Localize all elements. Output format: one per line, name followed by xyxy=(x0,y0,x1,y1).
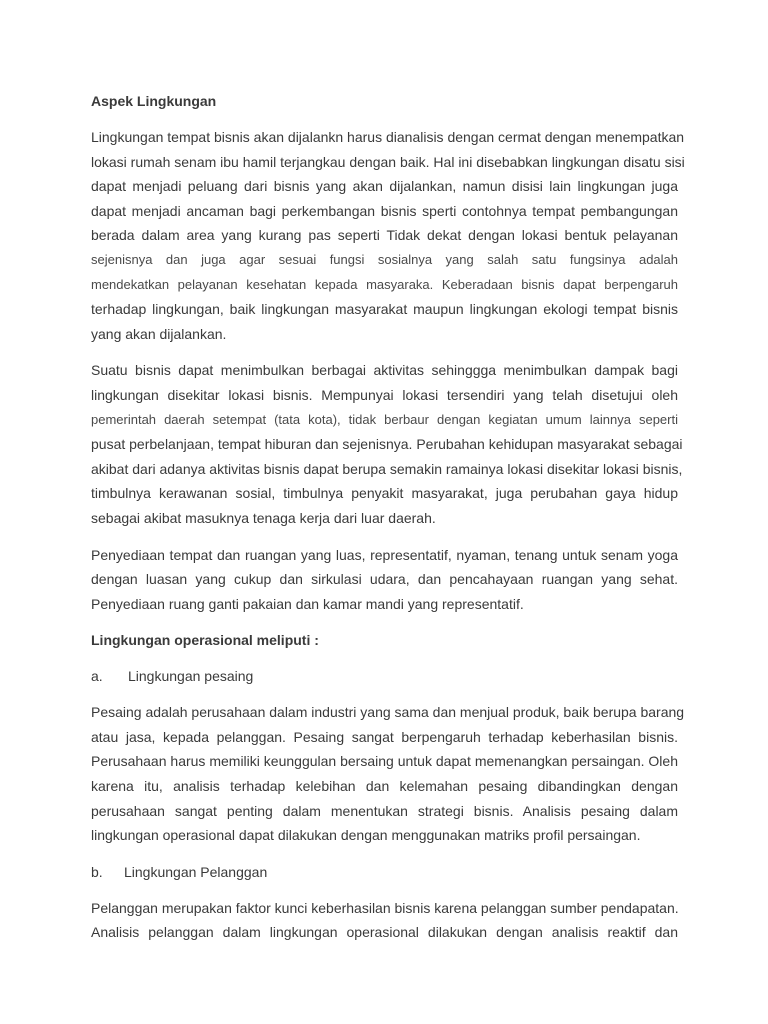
text-line: pemerintah daerah setempat (tata kota), tidak berbaur dengan kegiatan umum lainnya seperti xyxy=(91,411,678,427)
text-line: pusat perbelanjaan, tempat hiburan dan sejenisnya. Perubahan kehidupan masyarakat sebagai xyxy=(91,436,683,453)
text-line: Analisis pelanggan dalam lingkungan operasional dilakukan dengan analisis reaktif dan xyxy=(91,924,678,941)
text-line: lingkungan operasional dapat dilakukan dengan menggunakan matriks profil persaingan. xyxy=(91,827,641,844)
paragraph-environment xyxy=(91,125,685,346)
list-marker: a. xyxy=(91,668,103,685)
list-item-title: Lingkungan Pelanggan xyxy=(124,863,268,880)
text-line: mendekatkan pelayanan kesehatan kepada masyaraka. Keberadaan bisnis dapat berpengaruh xyxy=(91,276,678,292)
text-line: terhadap lingkungan, baik lingkungan masyarakat maupun lingkungan ekologi tempat bisnis xyxy=(91,301,678,318)
list-marker: b. xyxy=(91,863,103,880)
text-line: Lingkungan tempat bisnis akan dijalankn harus dianalisis dengan cermat dengan menempatkan xyxy=(91,129,685,145)
text-line: lokasi rumah senam ibu hamil terjangkau dengan baik. Hal ini disebabkan lingkungan disatu sisi xyxy=(91,153,685,170)
list-item-title: Lingkungan pesaing xyxy=(128,668,254,685)
text-line: sejenisnya dan juga agar sesuai fungsi sosialnya yang salah satu fungsinya adalah xyxy=(91,251,678,267)
section-heading: Lingkungan operasional meliputi : xyxy=(91,632,319,649)
text-line: Penyediaan tempat dan ruangan yang luas, representatif, nyaman, tenang untuk senam yoga xyxy=(91,546,678,563)
text-line: sebagai akibat masuknya tenaga kerja dari luar daerah. xyxy=(91,509,436,526)
text-line: dapat menjadi ancaman bagi perkembangan bisnis sperti contohnya tempat pembangungan xyxy=(91,202,678,219)
text-line: Penyediaan ruang ganti pakaian dan kamar mandi yang representatif. xyxy=(91,595,524,612)
text-line: yang akan dijalankan. xyxy=(91,325,227,342)
paragraph-customers xyxy=(91,896,678,945)
document-body xyxy=(91,89,685,957)
text-line: akibat dari adanya aktivitas bisnis dapat berupa semakin ramainya lokasi disekitar lokasi bisnis, xyxy=(91,460,683,477)
text-line: karena itu, analisis terhadap kelebihan dan kelemahan pesaing dibandingkan dengan xyxy=(91,778,678,795)
text-line: Pesaing adalah perusahaan dalam industri yang sama dan menjual produk, baik berupa barang xyxy=(91,704,685,721)
text-line: Perusahaan harus memiliki keunggulan bersaing untuk dapat memenangkan persaingan. Oleh xyxy=(91,753,678,770)
text-line: Suatu bisnis dapat menimbulkan berbagai aktivitas sehinggga menimbulkan dampak bagi xyxy=(91,362,678,379)
document-title: Aspek Lingkungan xyxy=(91,93,217,109)
paragraph-competitors xyxy=(91,700,685,848)
text-line: timbulnya kerawanan sosial, timbulnya penyakit masyarakat, juga perubahan gaya hidup xyxy=(91,485,678,502)
text-line: lingkungan disekitar lokasi bisnis. Mempunyai lokasi tersendiri yang telah disetujui oleh xyxy=(91,386,678,403)
list-item-a-heading xyxy=(91,664,678,688)
text-line: perusahaan sangat penting dalam menentukan strategi bisnis. Analisis pesaing dalam xyxy=(91,802,678,819)
text-line: Pelanggan merupakan faktor kunci keberhasilan bisnis karena pelanggan sumber pendapatan. xyxy=(91,899,679,916)
text-line: dapat menjadi peluang dari bisnis yang akan dijalankan, namun disisi lain lingkungan juga xyxy=(91,178,678,195)
text-line: dengan luasan yang cukup dan sirkulasi udara, dan pencahayaan ruangan yang sehat. xyxy=(91,571,678,588)
text-line: atau jasa, kepada pelanggan. Pesaing sangat berpengaruh terhadap keberhasilan bisnis. xyxy=(91,728,678,745)
paragraph-business-impact xyxy=(91,358,683,530)
text-line: berada dalam area yang kurang pas seperti Tidak dekat dengan lokasi bentuk pelayanan xyxy=(91,227,678,244)
list-item-b-heading xyxy=(91,860,678,884)
paragraph-facilities xyxy=(91,543,678,617)
